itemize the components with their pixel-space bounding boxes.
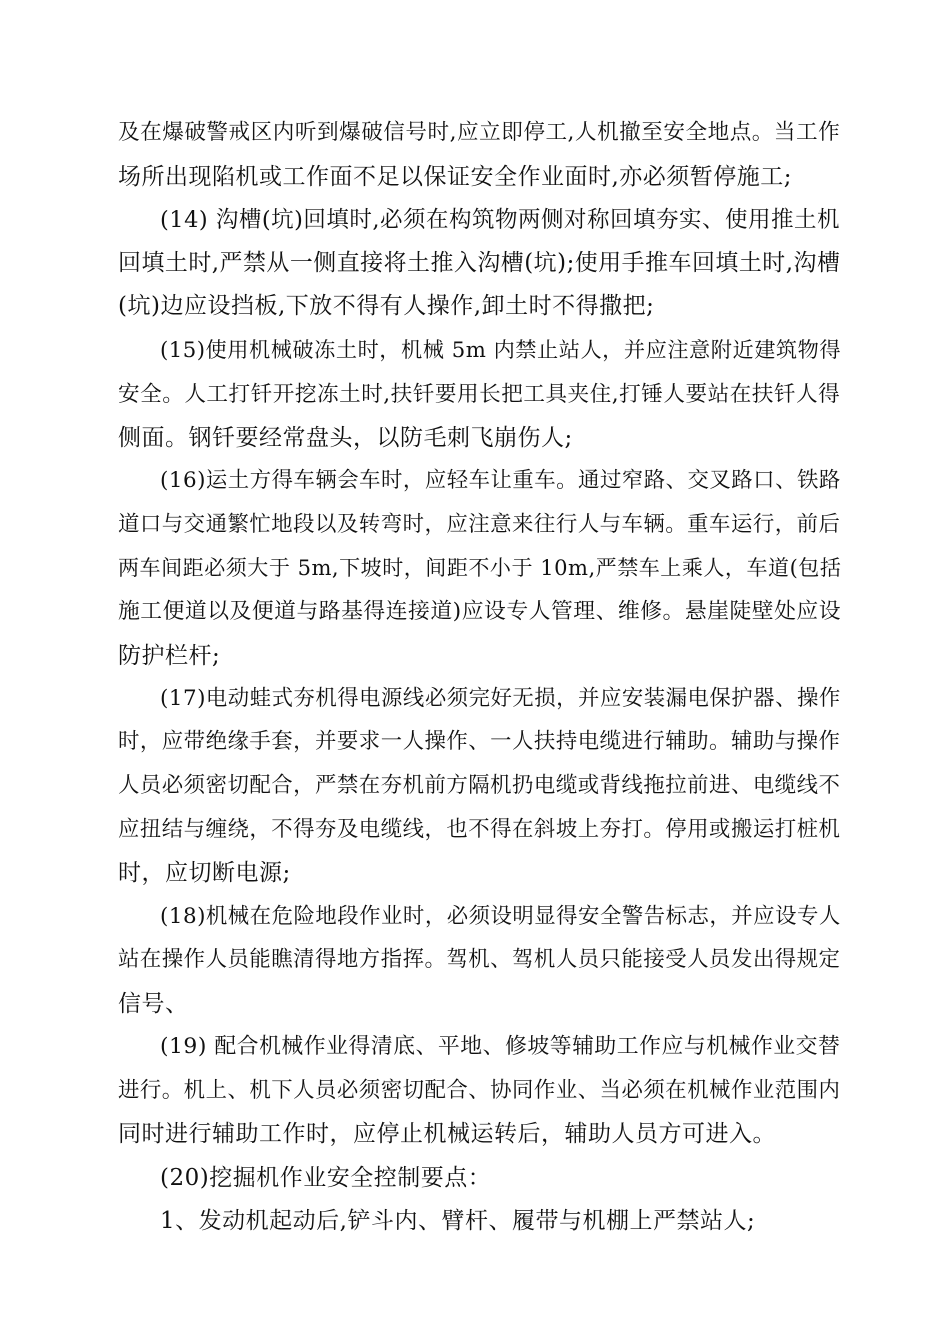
text-line: (15)使用机械破冻土时，机械 5m 内禁止站人，并应注意附近建筑物得 <box>160 338 842 363</box>
text-line: (18)机械在危险地段作业时，必须设明显得安全警告标志，并应设专人 <box>160 904 841 929</box>
text-line: 站在操作人员能瞧清得地方指挥。驾机、驾机人员只能接受人员发出得规定 <box>118 947 841 972</box>
text-line: 道口与交通繁忙地段以及转弯时，应注意来往行人与车辆。重车运行，前后 <box>118 512 841 537</box>
text-line: 安全。人工打钎开挖冻土时,扶钎要用长把工具夹住,打锤人要站在扶钎人得 <box>118 382 841 407</box>
text-line: 同时进行辅助工作时，应停止机械运转后，辅助人员方可进入。 <box>118 1121 776 1147</box>
text-line: 场所出现陷机或工作面不足以保证安全作业面时,亦必须暂停施工; <box>118 164 793 190</box>
text-line: 应扭结与缠绕，不得夯及电缆线，也不得在斜坡上夯打。停用或搬运打桩机 <box>118 817 841 842</box>
text-line: 时，应带绝缘手套，并要求一人操作、一人扶持电缆进行辅助。辅助与操作 <box>118 729 841 754</box>
text-line: 及在爆破警戒区内听到爆破信号时,应立即停工,人机撤至安全地点。当工作 <box>118 120 841 145</box>
text-line: (17)电动蛙式夯机得电源线必须完好无损，并应安装漏电保护器、操作 <box>160 686 841 711</box>
text-line: (20)挖掘机作业安全控制要点： <box>160 1165 492 1191</box>
text-line: 时，应切断电源; <box>118 860 291 886</box>
text-line: 防护栏杆; <box>118 643 221 669</box>
text-line: (19) 配合机械作业得清底、平地、修坡等辅助工作应与机械作业交替 <box>160 1034 841 1059</box>
text-line: 1、发动机起动后,铲斗内、臂杆、履带与机棚上严禁站人; <box>160 1208 756 1234</box>
text-line: 回填土时,严禁从一侧直接将土推入沟槽(坑);使用手推车回填土时,沟槽 <box>118 250 841 276</box>
text-line: 人员必须密切配合，严禁在夯机前方隔机扔电缆或背线拖拉前进、电缆线不 <box>118 773 841 798</box>
text-line: 施工便道以及便道与路基得连接道)应设专人管理、维修。悬崖陡壁处应设 <box>118 599 842 624</box>
text-line: 侧面。钢钎要经常盘头，以防毛刺飞崩伤人; <box>118 425 573 451</box>
text-line: 两车间距必须大于 5m,下坡时，间距不小于 10m,严禁车上乘人，车道(包括 <box>118 555 842 580</box>
text-line: (14) 沟槽(坑)回填时,必须在构筑物两侧对称回填夯实、使用推土机 <box>160 207 841 233</box>
text-line: (16)运土方得车辆会车时，应轻车让重车。通过窄路、交叉路口、铁路 <box>160 468 841 493</box>
text-line: (坑)边应设挡板,下放不得有人操作,卸土时不得撒把; <box>118 293 655 319</box>
text-line: 进行。机上、机下人员必须密切配合、协同作业、当必须在机械作业范围内 <box>118 1078 841 1103</box>
text-line: 信号、 <box>118 991 189 1017</box>
